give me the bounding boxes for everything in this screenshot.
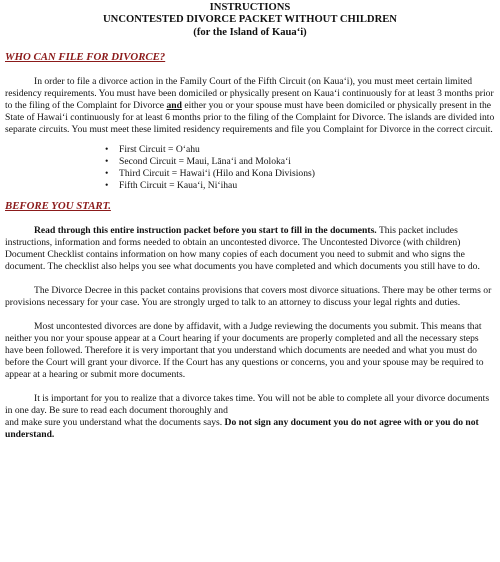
header-title: INSTRUCTIONS xyxy=(209,2,291,13)
decree-paragraph: The Divorce Decree in this packet contains provisions that covers most divorce situations. There may be other terms or provisions necessary for your case. You are strongly urged to talk to an attorney to discuss your legal rights and duties. xyxy=(5,284,492,308)
residency-text-1: In order to file a divorce action in the Family Court of the Fifth Circuit (on Kaua‘i), you must meet certain limited residency requirements. You must have been domiciled or physically present on Kaua‘i continuously for at least 3 months prior to the filing of the Complaint for Divorce xyxy=(5,76,494,112)
circuit-label: First Circuit = O‘ahu xyxy=(119,144,200,156)
residency-and-emphasis: and xyxy=(166,100,182,112)
time-paragraph xyxy=(5,393,495,441)
read-first-emphasis: Read through this entire instruction packet before you start to fill in the documents. xyxy=(34,224,377,236)
instructions-paragraph xyxy=(5,225,495,273)
list-item xyxy=(105,179,495,192)
bullet-icon: • xyxy=(105,144,109,156)
list-item xyxy=(105,168,495,180)
circuit-list xyxy=(5,144,495,192)
residency-text-2: either you or your spouse must have been domiciled or physically present in the State of Hawai‘i continuously for at least 6 months prior to the filing of the Complaint for Divorce. The islands are divided into separate circuits. You must meet these limited residency requirements and file you Complaint for Divorce in the correct circuit. xyxy=(5,100,495,136)
header-subtitle: UNCONTESTED DIVORCE PACKET WITHOUT CHILDREN xyxy=(103,14,397,26)
circuit-label: Fifth Circuit = Kaua‘i, Ni‘ihau xyxy=(119,179,238,191)
affidavit-paragraph: Most uncontested divorces are done by affidavit, with a Judge reviewing the documents you submit. This means that neither you nor your spouse appear at a Court hearing if your documents are properly completed and all the necessary steps have been followed. Therefore it is very important that you understand which documents are needed and what you must do before the Court will grant your divorce. If the Court has any questions or concerns, you and your spouse may be required to appear at a hearing or submit more documents. xyxy=(5,320,484,380)
document-header xyxy=(5,2,495,39)
instructions-text: This packet includes instructions, information and forms needed to obtain an uncontested divorce. The Uncontested Divorce (with children) Document Checklist contains information on how many copies of each document you need to submit and who signs the document. The checklist also helps you see what documents you have completed and which documents you still have to do. xyxy=(5,224,480,272)
list-item xyxy=(105,144,495,156)
residency-paragraph xyxy=(5,76,495,136)
list-item xyxy=(105,156,495,168)
bullet-icon: • xyxy=(105,156,109,168)
time-text-2: and make sure you understand what the documents says. xyxy=(5,416,225,428)
header-island: (for the Island of Kaua‘i) xyxy=(193,26,307,38)
do-not-sign-emphasis: Do not sign any document you do not agree with or you do not understand. xyxy=(5,416,479,440)
bullet-icon: • xyxy=(105,168,109,180)
circuit-label: Third Circuit = Hawai‘i (Hilo and Kona Divisions) xyxy=(119,168,315,180)
circuit-label: Second Circuit = Maui, Lāna‘i and Moloka‘i xyxy=(119,156,291,168)
section-heading-before-you-start: BEFORE YOU START. xyxy=(5,199,111,212)
section-heading-who-can-file: WHO CAN FILE FOR DIVORCE? xyxy=(5,51,166,64)
time-text-1: It is important for you to realize that a divorce takes time. You will not be able to complete all your divorce documents in one day. Be sure to read each document thoroughly and xyxy=(5,392,490,416)
bullet-icon: • xyxy=(105,179,109,191)
